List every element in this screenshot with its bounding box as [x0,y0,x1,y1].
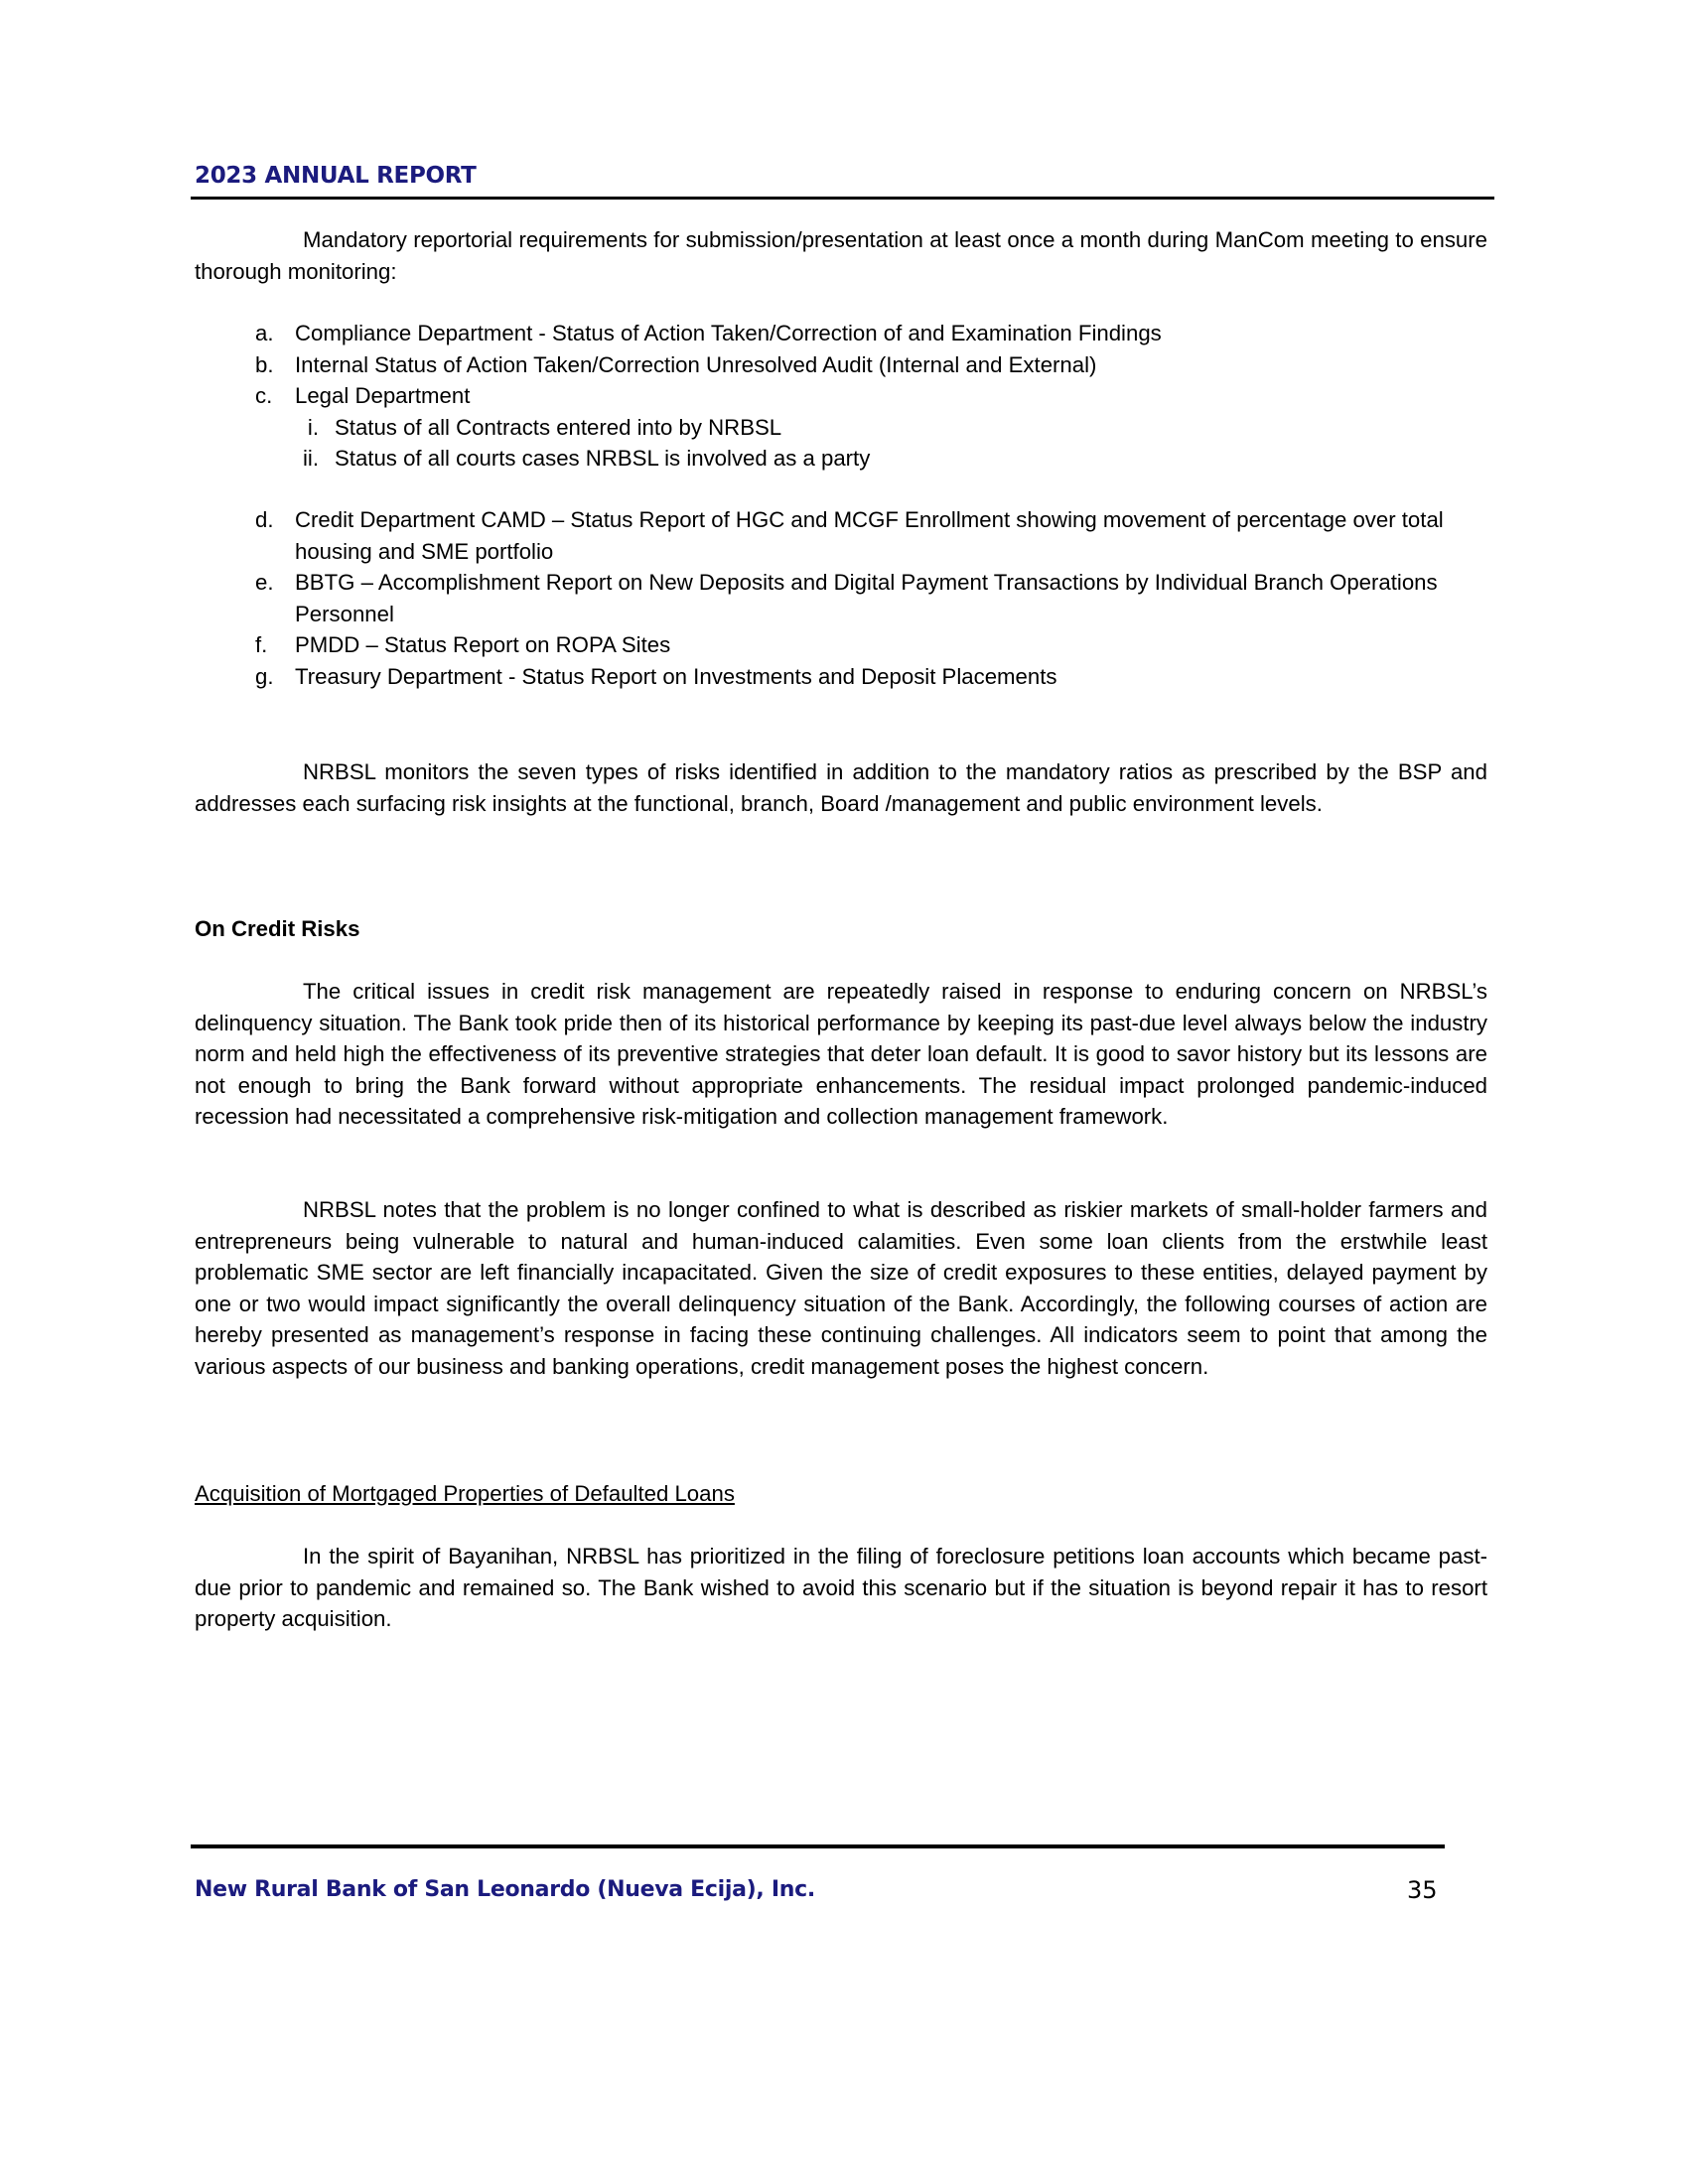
list-marker: c. [255,383,273,409]
list-item [195,629,1491,661]
sub-list-item [195,412,1487,444]
list-marker: d. [255,507,274,532]
footer-organization-name: New Rural Bank of San Leonardo (Nueva Ecija), Inc. [195,1877,815,1902]
list-item-text: Credit Department CAMD – Status Report of HGC and MCGF Enrollment showing movement of percentage over total housing and SME portfolio [295,507,1444,564]
subsection-heading-acquisition: Acquisition of Mortgaged Properties of Defaulted Loans [195,1481,735,1506]
acquisition-paragraph: In the spirit of Bayanihan, NRBSL has prioritized in the filing of foreclosure petitions loan accounts which became past-due prior to pandemic and remained so. The Bank wished to avoid this scenario but if the situation is beyond repair it has to resort property acquisition. [195,1544,1487,1632]
list-item [195,349,1487,381]
sub-list-item [195,443,1487,475]
list-item [195,661,1491,693]
list-marker: ii. [302,446,319,472]
list-item-text: Status of all Contracts entered into by NRBSL [335,414,782,440]
list-marker: e. [255,570,274,596]
page-number: 35 [1407,1876,1438,1904]
list-marker: i. [307,414,319,440]
list-item [195,380,1487,412]
list-item-text: Legal Department [295,383,471,409]
requirements-list [195,318,1487,475]
list-item-text: BBTG – Accomplishment Report on New Deposits and Digital Payment Transactions by Individual Branch Operations Personnel [295,570,1438,626]
list-item-text: Compliance Department - Status of Action Taken/Correction of and Examination Findings [295,321,1162,345]
list-item-text: Internal Status of Action Taken/Correction Unresolved Audit (Internal and External) [295,351,1097,377]
monitoring-paragraph: NRBSL monitors the seven types of risks identified in addition to the mandatory ratios as prescribed by the BSP and addresses each surfacing risk insights at the functional, branch, Board /management and public environment levels. [195,759,1487,816]
footer-divider [191,1844,1445,1848]
list-item [195,567,1491,629]
list-marker: g. [255,663,274,689]
list-marker: f. [255,632,268,658]
list-marker: a. [255,321,274,345]
list-item [195,318,1487,349]
report-header-title: 2023 ANNUAL REPORT [195,163,477,189]
list-marker: b. [255,351,274,377]
credit-risk-paragraph-1: The critical issues in credit risk management are repeatedly raised in response to enduring concern on NRBSL’s delinquency situation. The Bank took pride then of its historical performance by keeping its past-due level always below the industry norm and held high the effectiveness of its preventive strategies that deter loan default. It is good to savor history but its lessons are not enough to bring the Bank forward without appropriate enhancements. The residual impact prolonged pandemic-induced recession had necessitated a comprehensive risk-mitigation and collection management framework. [195,979,1487,1130]
header-divider [191,197,1494,200]
requirements-list-continued [195,504,1491,693]
list-item-text: PMDD – Status Report on ROPA Sites [295,632,671,658]
list-item [195,504,1491,567]
list-item-text: Treasury Department - Status Report on Investments and Deposit Placements [295,663,1057,689]
intro-paragraph: Mandatory reportorial requirements for submission/presentation at least once a month during ManCom meeting to ensure thorough monitoring: [195,227,1487,284]
list-item-text: Status of all courts cases NRBSL is involved as a party [335,446,871,472]
section-heading-credit-risks: On Credit Risks [195,916,360,941]
credit-risk-paragraph-2: NRBSL notes that the problem is no longer confined to what is described as riskier markets of small-holder farmers and entrepreneurs being vulnerable to natural and human-induced calamities. Even some loan clients from the erstwhile least problematic SME sector are left financially incapacitated. Given the size of credit exposures to these entities, delayed payment by one or two would impact significantly the overall delinquency situation of the Bank. Accordingly, the following courses of action are hereby presented as management’s response in facing these continuing challenges. All indicators seem to point that among the various aspects of our business and banking operations, credit management poses the highest concern. [195,1197,1487,1379]
